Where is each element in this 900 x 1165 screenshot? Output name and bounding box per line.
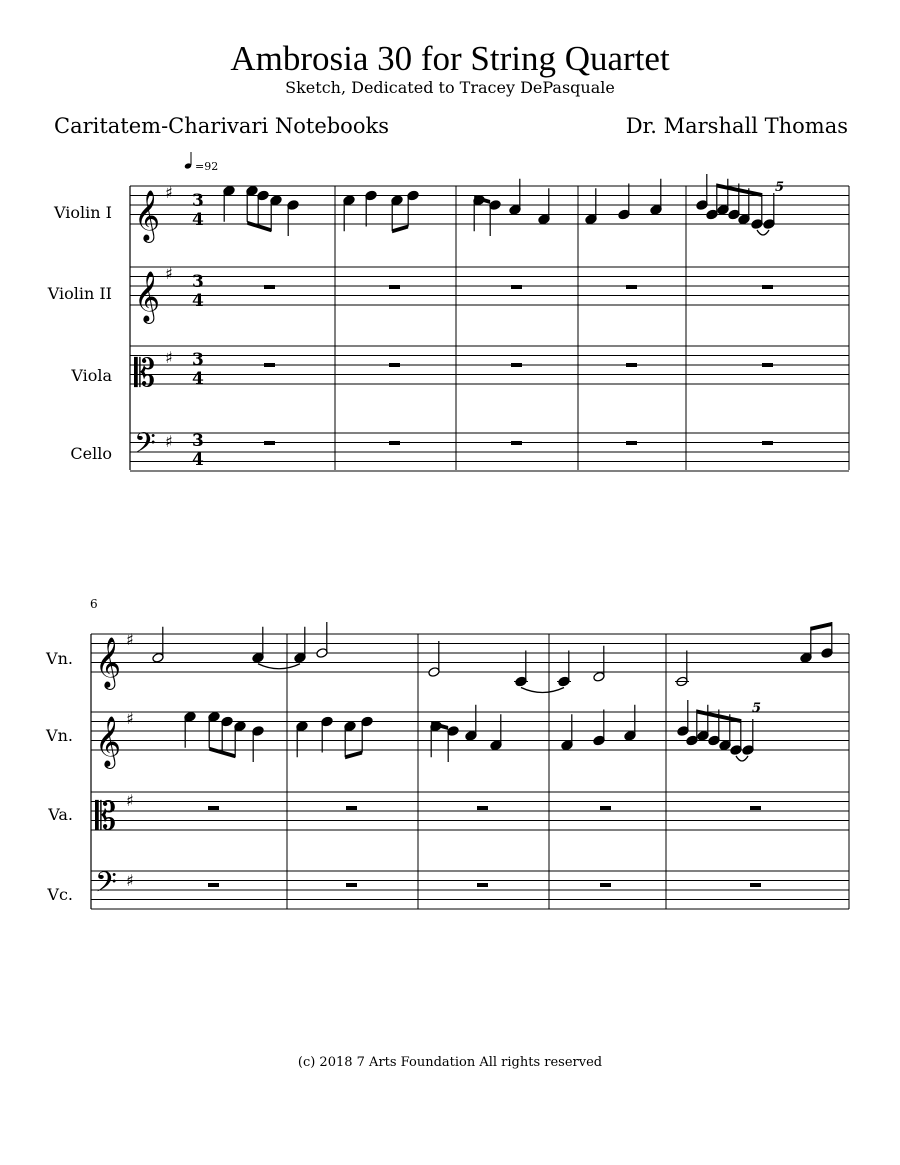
system-1 bbox=[47, 174, 849, 471]
tuplet-label: 5 bbox=[775, 180, 785, 195]
instrument-abbr-viola: Va. bbox=[48, 805, 73, 824]
treble-clef-icon: 𝄞 bbox=[95, 716, 122, 767]
instrument-abbr-cello: Vc. bbox=[47, 885, 73, 904]
treble-clef-icon: 𝄞 bbox=[134, 190, 161, 241]
svg-text:3: 3 bbox=[192, 191, 204, 211]
staff bbox=[130, 433, 849, 471]
beam bbox=[392, 225, 408, 234]
instrument-name-cello: Cello bbox=[70, 444, 112, 463]
measure-rests bbox=[208, 806, 761, 887]
staff bbox=[91, 871, 849, 909]
svg-text:♯: ♯ bbox=[165, 348, 173, 367]
copyright-notice: (c) 2018 7 Arts Foundation All rights reserved bbox=[297, 1055, 603, 1070]
tempo-text: =92 bbox=[195, 160, 219, 173]
key-signature bbox=[126, 630, 134, 890]
svg-text:♯: ♯ bbox=[126, 630, 134, 649]
alto-clef-icon: 𝄡 bbox=[95, 794, 117, 838]
svg-text:♯: ♯ bbox=[165, 264, 173, 283]
instrument-abbr-violin-1: Vn. bbox=[46, 649, 73, 668]
staff bbox=[130, 346, 849, 384]
violin-1-notes bbox=[152, 622, 833, 693]
tuplet-label: 5 bbox=[752, 701, 762, 716]
tie bbox=[521, 688, 564, 693]
tie bbox=[757, 230, 769, 235]
beam bbox=[811, 622, 832, 631]
svg-text:♯: ♯ bbox=[165, 432, 173, 451]
svg-text:4: 4 bbox=[192, 291, 204, 311]
alto-clef-icon: 𝄡 bbox=[134, 351, 156, 395]
measure-number: 6 bbox=[90, 597, 98, 611]
svg-text:♯: ♯ bbox=[126, 709, 134, 728]
staff bbox=[91, 792, 849, 830]
svg-text:4: 4 bbox=[192, 210, 204, 230]
tempo-marking bbox=[184, 152, 218, 173]
svg-text:♯: ♯ bbox=[165, 183, 173, 202]
tie bbox=[258, 664, 300, 669]
svg-text:4: 4 bbox=[192, 450, 204, 470]
bass-clef-icon: 𝄢 bbox=[134, 427, 156, 467]
time-signature bbox=[192, 191, 204, 470]
svg-text:3: 3 bbox=[192, 350, 204, 370]
system-2 bbox=[45, 597, 849, 909]
score-title: Ambrosia 30 for String Quartet bbox=[230, 39, 670, 78]
treble-clef-icon: 𝄞 bbox=[134, 271, 161, 322]
beam bbox=[247, 221, 271, 233]
instrument-abbr-violin-2: Vn. bbox=[46, 726, 73, 745]
instrument-name-violin-1: Violin I bbox=[54, 203, 112, 222]
beam bbox=[345, 751, 362, 760]
svg-text:♯: ♯ bbox=[126, 791, 134, 810]
svg-text:3: 3 bbox=[192, 431, 204, 451]
staff bbox=[91, 712, 849, 750]
instrument-name-viola: Viola bbox=[71, 366, 112, 385]
composer-name: Dr. Marshall Thomas bbox=[625, 114, 848, 138]
staff bbox=[130, 267, 849, 305]
instrument-name-violin-2: Violin II bbox=[47, 284, 112, 303]
svg-text:3: 3 bbox=[192, 272, 204, 292]
bass-clef-icon: 𝄢 bbox=[95, 866, 117, 906]
tie bbox=[736, 756, 748, 761]
staff bbox=[91, 634, 849, 672]
score-subtitle: Sketch, Dedicated to Tracey DePasquale bbox=[285, 78, 615, 97]
key-signature bbox=[165, 183, 173, 451]
svg-text:4: 4 bbox=[192, 369, 204, 389]
notebook-label: Caritatem-Charivari Notebooks bbox=[54, 114, 389, 138]
svg-text:♯: ♯ bbox=[126, 871, 134, 890]
treble-clef-icon: 𝄞 bbox=[95, 637, 122, 688]
